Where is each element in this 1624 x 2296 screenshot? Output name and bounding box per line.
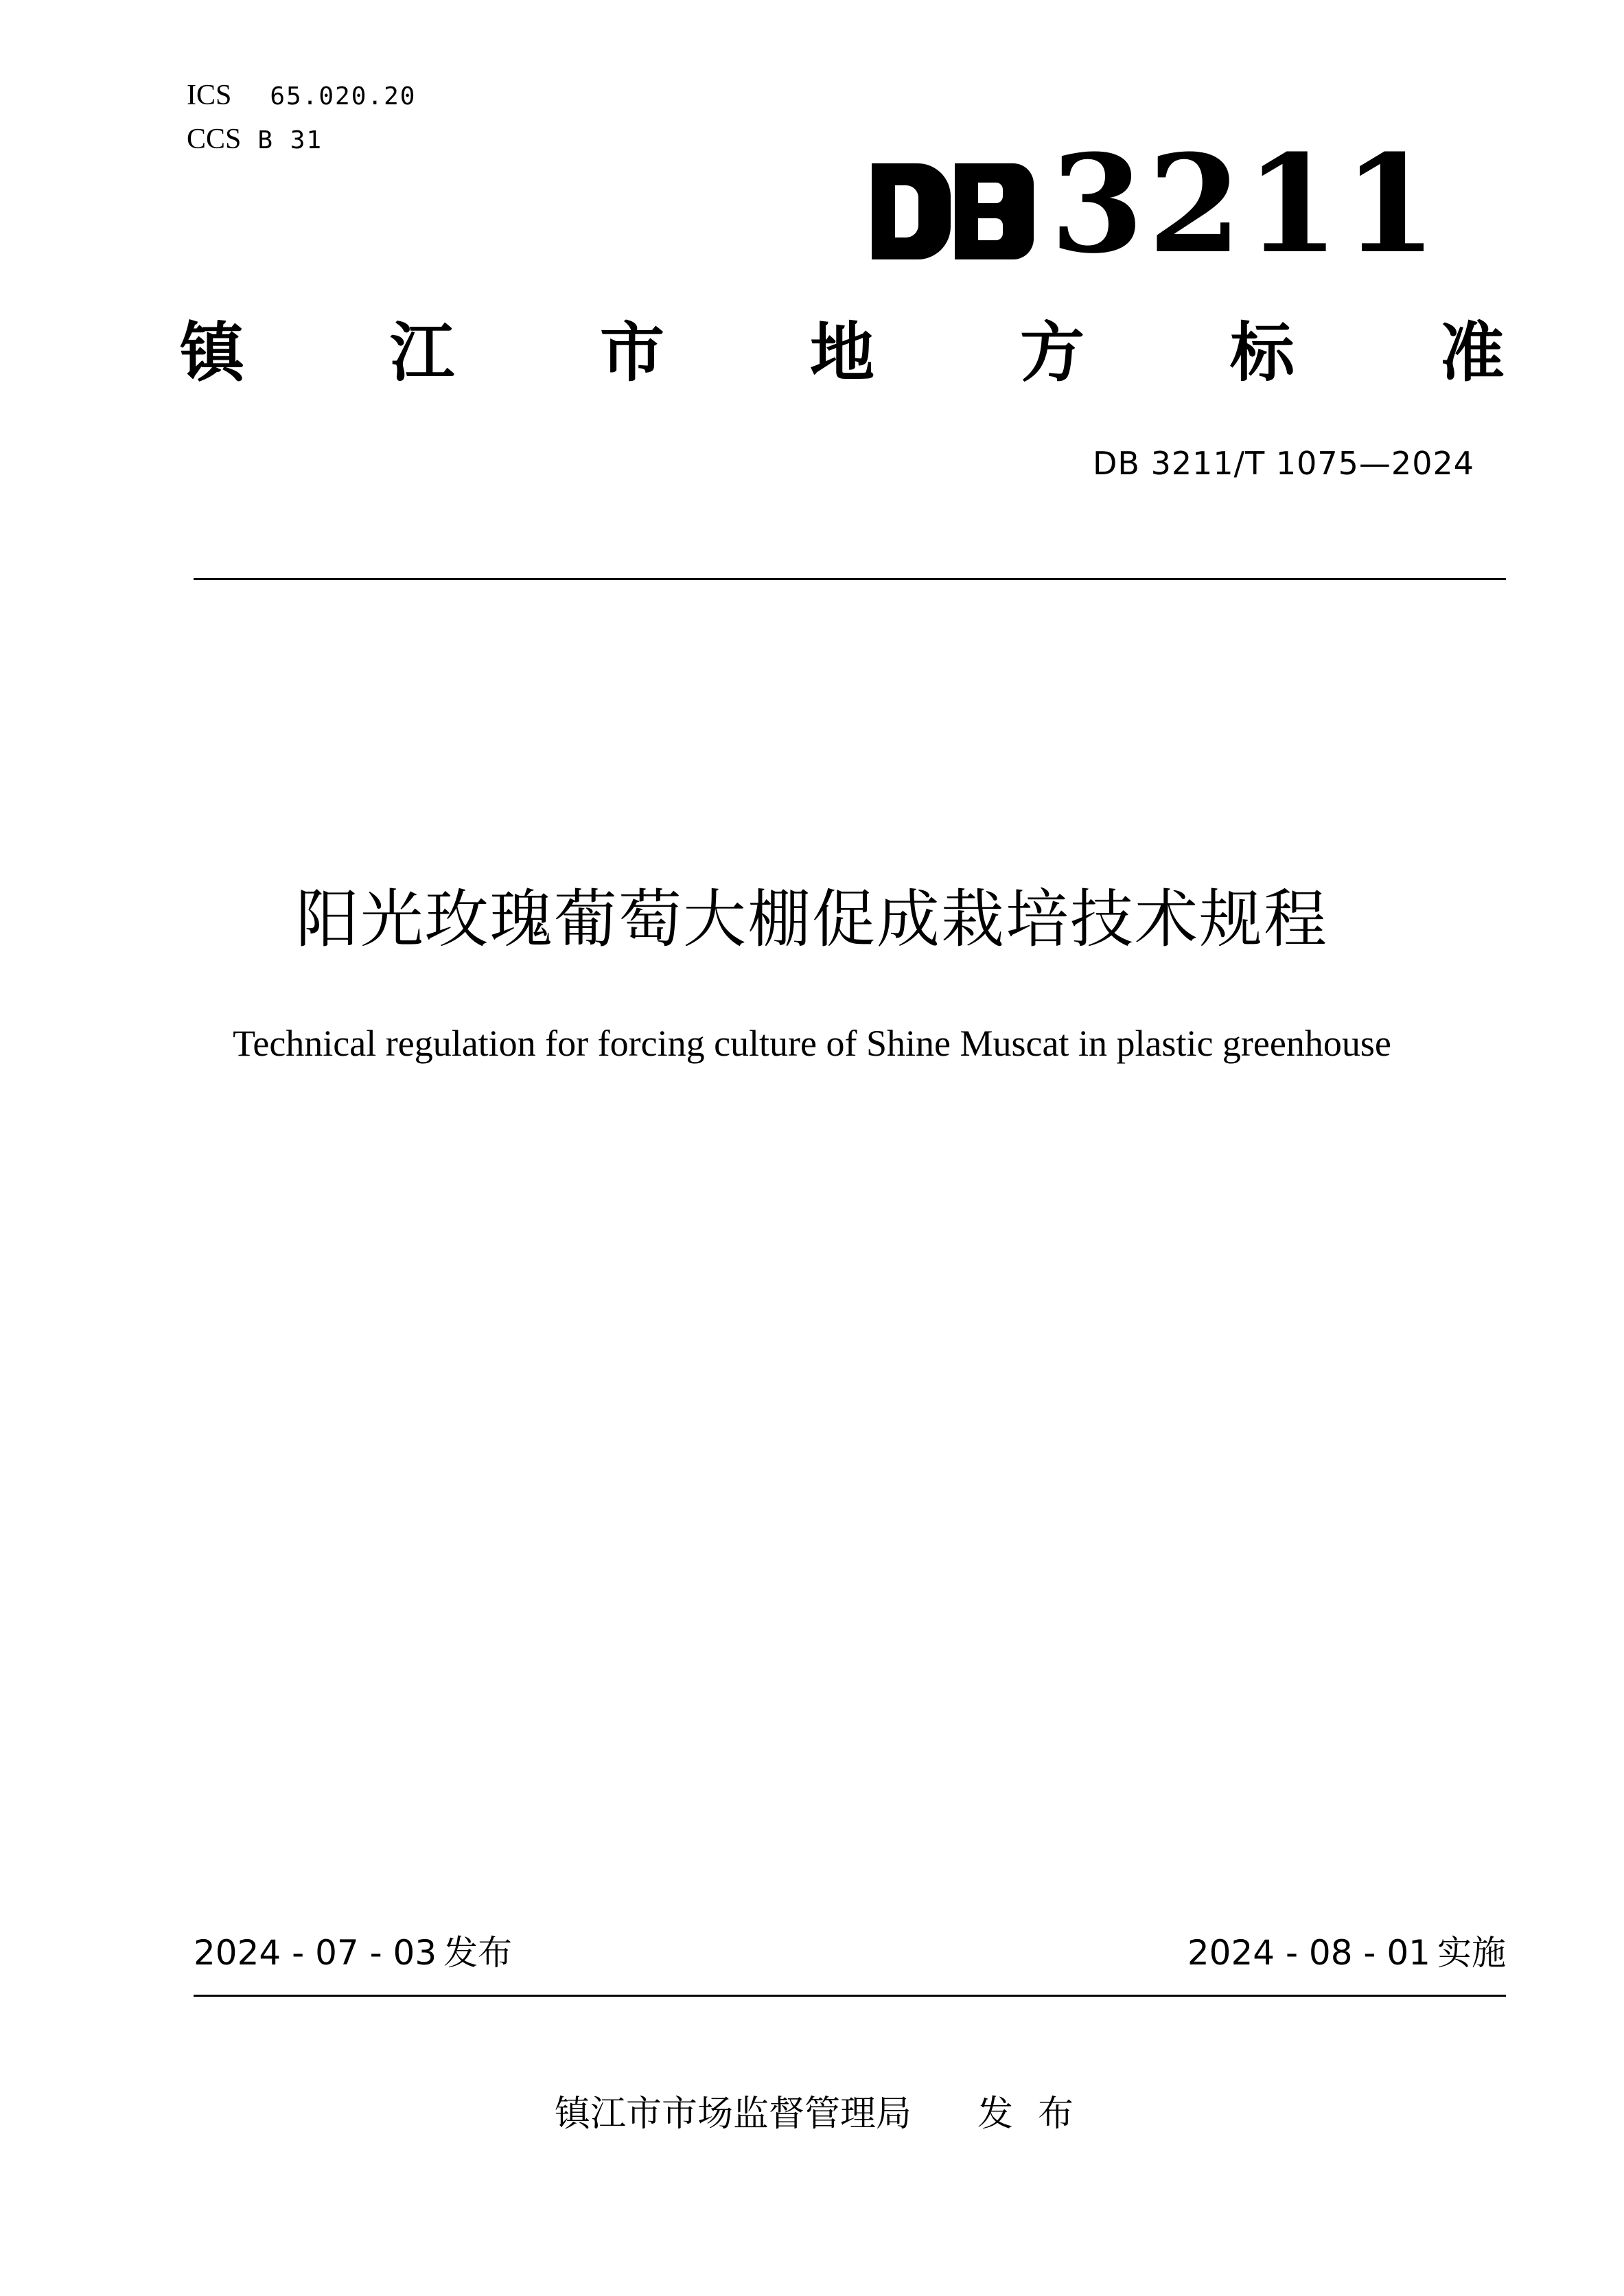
standard-class-heading (180, 312, 1505, 395)
issuer-action: 发布 (977, 2094, 1099, 2135)
ccs-label: CCS (187, 124, 242, 155)
standard-class-char: 地 (809, 316, 874, 391)
db-region-code: 3211 (1050, 126, 1441, 283)
ccs-code: B 31 (257, 126, 323, 154)
ics-row (187, 74, 416, 118)
issuer-line (555, 2090, 1098, 2138)
ics-label: ICS (187, 80, 232, 111)
standard-class-char: 江 (389, 316, 454, 391)
issue-label: 发布 (443, 1933, 513, 1973)
db-standard-mark (872, 122, 1441, 283)
implementation-date-line (1187, 1929, 1506, 1977)
ics-code: 65.020.20 (270, 82, 417, 111)
title-chinese: 阳光玫瑰葡萄大棚促成栽培技术规程 (295, 883, 1328, 956)
implementation-label: 实施 (1437, 1933, 1506, 1973)
standard-class-char: 镇 (180, 316, 245, 391)
db-logo-letters (872, 163, 1034, 259)
db-logo-b-shape (955, 163, 1034, 259)
standard-number: DB 3211/T 1075—2024 (1092, 445, 1474, 482)
issuer-name: 镇江市市场监督管理局 (555, 2094, 912, 2135)
implementation-date: 2024 - 08 - 01 (1187, 1933, 1430, 1973)
issue-date: 2024 - 07 - 03 (194, 1933, 437, 1973)
standard-class-char: 市 (599, 316, 664, 391)
standard-class-char: 准 (1439, 316, 1505, 391)
classification-codes (187, 74, 416, 162)
top-divider (194, 578, 1506, 580)
db-logo-d-shape (872, 163, 951, 259)
standard-class-char: 标 (1229, 316, 1295, 391)
standard-class-char: 方 (1019, 316, 1084, 391)
title-english: Technical regulation for forcing culture of Shine Muscat in plastic greenhouse (233, 1023, 1391, 1064)
ccs-row (187, 118, 416, 162)
issue-date-line (194, 1929, 512, 1977)
bottom-divider (194, 1995, 1506, 1997)
